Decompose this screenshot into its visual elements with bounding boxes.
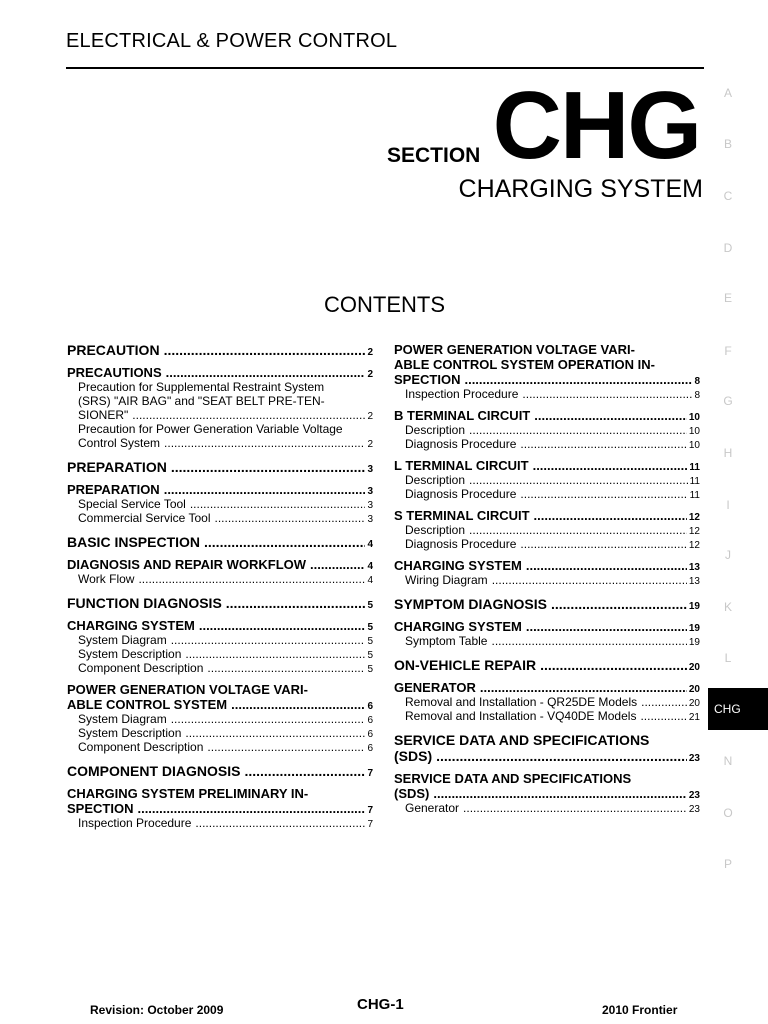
section-label: SECTION [387, 144, 481, 167]
toc-entry[interactable] [67, 380, 373, 422]
toc-entry-page: 11 [689, 476, 700, 487]
toc-entry-page: 13 [688, 562, 700, 573]
header-rule [66, 67, 704, 69]
toc-entry-title: Component Description [78, 740, 204, 754]
toc-entry[interactable] [394, 387, 700, 401]
toc-entry-title: ON-VEHICLE REPAIR [394, 657, 537, 673]
toc-entry[interactable] [67, 422, 373, 450]
toc-entry-title: L TERMINAL CIRCUIT [394, 458, 529, 473]
toc-entry-page: 3 [367, 500, 373, 511]
toc-entry-page: 23 [688, 753, 700, 764]
toc-entry[interactable] [67, 763, 373, 779]
toc-entry-title: System Diagram [78, 633, 167, 647]
dot-leader [534, 408, 687, 423]
toc-entry[interactable] [394, 771, 700, 801]
toc-entry-title: Inspection Procedure [78, 816, 192, 830]
section-tab-k[interactable]: K [723, 600, 732, 614]
dot-leader [310, 557, 365, 572]
dot-leader [640, 709, 686, 723]
toc-entry-page: 3 [367, 486, 373, 497]
dot-leader [469, 423, 687, 437]
toc-entry[interactable] [394, 523, 700, 537]
toc-entry-page: 20 [688, 684, 700, 695]
toc-entry-title: Symptom Table [405, 634, 488, 648]
dot-leader [199, 618, 366, 633]
dot-leader [526, 558, 687, 573]
toc-entry-page: 23 [688, 804, 700, 815]
section-tab-p[interactable]: P [723, 857, 732, 871]
toc-entry-page: 6 [367, 729, 373, 740]
toc-entry-page: 21 [688, 712, 700, 723]
toc-entry[interactable] [394, 657, 700, 673]
toc-entry-title-line: SERVICE DATA AND SPECIFICATIONS [394, 732, 650, 748]
section-tab-c[interactable]: C [723, 189, 733, 203]
toc-entry-page: 3 [367, 514, 373, 525]
toc-entry-page: 5 [367, 650, 373, 661]
toc-entry-title: ABLE CONTROL SYSTEM [67, 697, 228, 712]
toc-entry-page: 20 [688, 698, 700, 709]
toc-entry-page: 11 [689, 490, 700, 501]
toc-entry[interactable] [67, 511, 373, 525]
toc-entry-title: Component Description [78, 661, 204, 675]
toc-entry-title: PREPARATION [67, 482, 160, 497]
section-tab-e[interactable]: E [723, 291, 732, 305]
dot-leader [520, 487, 687, 501]
section-tab-a[interactable]: A [723, 86, 732, 100]
toc-entry-page: 5 [367, 600, 373, 611]
section-tab-l[interactable]: L [724, 651, 732, 665]
toc-entry[interactable] [394, 596, 700, 612]
dot-leader [207, 661, 365, 675]
dot-leader [137, 801, 365, 816]
section-tab-f[interactable]: F [724, 344, 732, 358]
toc-entry-page: 2 [367, 369, 373, 380]
toc-entry-title-line: Precaution for Supplemental Restraint System [78, 380, 325, 394]
dot-leader [469, 523, 687, 537]
toc-right-column [394, 342, 700, 815]
toc-entry[interactable] [394, 423, 700, 437]
toc-entry-title: GENERATOR [394, 680, 476, 695]
dot-leader [164, 482, 366, 497]
footer-model: 2010 Frontier [602, 1003, 678, 1017]
toc-entry-title: Diagnosis Procedure [405, 437, 517, 451]
toc-entry[interactable] [67, 633, 373, 647]
toc-entry[interactable] [394, 473, 700, 487]
manual-header-title: ELECTRICAL & POWER CONTROL [66, 30, 398, 52]
toc-entry-title: Special Service Tool [78, 497, 186, 511]
section-tab-chg-active[interactable]: CHG [708, 688, 768, 730]
toc-entry-page: 8 [694, 376, 700, 387]
footer-page-number: CHG-1 [357, 996, 404, 1013]
toc-entry-page: 6 [367, 715, 373, 726]
footer-revision: Revision: October 2009 [90, 1003, 224, 1017]
toc-entry[interactable] [394, 408, 700, 423]
toc-entry-title-line: POWER GENERATION VOLTAGE VARI- [394, 342, 635, 357]
toc-entry-title: SIONER" [78, 408, 129, 422]
toc-entry[interactable] [67, 534, 373, 550]
section-code: CHG [492, 72, 700, 179]
dot-leader [480, 680, 687, 695]
toc-entry[interactable] [67, 726, 373, 740]
toc-entry[interactable] [394, 573, 700, 587]
toc-entry[interactable] [67, 482, 373, 497]
toc-entry-title: Wiring Diagram [405, 573, 488, 587]
toc-entry-title: CHARGING SYSTEM [394, 619, 522, 634]
dot-leader [171, 459, 366, 475]
dot-leader [469, 473, 688, 487]
toc-entry-title: Diagnosis Procedure [405, 487, 517, 501]
dot-leader [132, 408, 365, 422]
toc-entry-title: Removal and Installation - VQ40DE Models [405, 709, 637, 723]
toc-entry-page: 5 [367, 622, 373, 633]
toc-entry-title: CHARGING SYSTEM [394, 558, 522, 573]
dot-leader [207, 740, 365, 754]
toc-entry[interactable] [394, 437, 700, 451]
dot-leader [244, 763, 365, 779]
toc-entry-page: 4 [367, 539, 373, 550]
toc-entry-title: Control System [78, 436, 161, 450]
dot-leader [138, 572, 365, 586]
section-tab-g[interactable]: G [723, 394, 733, 408]
toc-entry-title: System Description [78, 647, 182, 661]
dot-leader [492, 573, 687, 587]
toc-entry-title: PRECAUTION [67, 342, 160, 358]
toc-entry-title: SPECTION [67, 801, 134, 816]
toc-entry-page: 7 [367, 768, 373, 779]
toc-entry-title-line: CHARGING SYSTEM PRELIMINARY IN- [67, 786, 309, 801]
toc-entry[interactable] [394, 801, 700, 815]
toc-entry-page: 6 [367, 701, 373, 712]
toc-entry-page: 2 [367, 347, 373, 358]
dot-leader [533, 458, 688, 473]
dot-leader [520, 537, 686, 551]
dot-leader [463, 801, 687, 815]
dot-leader [190, 497, 366, 511]
section-tab-n[interactable]: N [723, 754, 733, 768]
dot-leader [195, 816, 365, 830]
contents-title: CONTENTS [324, 292, 445, 317]
toc-entry-page: 10 [688, 426, 700, 437]
toc-entry[interactable] [394, 619, 700, 634]
toc-entry[interactable] [67, 682, 373, 712]
toc-entry-page: 6 [367, 743, 373, 754]
toc-entry-page: 4 [367, 561, 373, 572]
toc-entry-page: 10 [688, 440, 700, 451]
toc-entry[interactable] [394, 695, 700, 709]
toc-entry[interactable] [67, 595, 373, 611]
toc-entry-title-line: ABLE CONTROL SYSTEM OPERATION IN- [394, 357, 655, 372]
toc-entry-page: 7 [367, 805, 373, 816]
toc-entry[interactable] [67, 740, 373, 754]
toc-entry-title: Generator [405, 801, 460, 815]
toc-entry-page: 10 [688, 412, 700, 423]
section-tab-j[interactable]: J [725, 548, 731, 562]
toc-entry-page: 5 [367, 664, 373, 675]
toc-entry-page: 20 [688, 662, 700, 673]
toc-entry-title: PREPARATION [67, 459, 167, 475]
toc-entry[interactable] [394, 732, 700, 764]
toc-entry[interactable] [394, 342, 700, 387]
dot-leader [164, 436, 365, 450]
toc-entry-title: Description [405, 473, 466, 487]
toc-entry-page: 2 [367, 411, 373, 422]
dot-leader [433, 786, 686, 801]
toc-entry-page: 12 [688, 512, 700, 523]
toc-entry-page: 12 [688, 526, 700, 537]
toc-entry-title: Description [405, 423, 466, 437]
section-tab-i[interactable]: I [726, 498, 730, 512]
dot-leader [204, 534, 365, 550]
toc-entry-title: Diagnosis Procedure [405, 537, 517, 551]
toc-entry-page: 5 [367, 636, 373, 647]
toc-entry[interactable] [394, 537, 700, 551]
toc-entry[interactable] [67, 712, 373, 726]
toc-entry-page: 3 [367, 464, 373, 475]
toc-entry-title: System Diagram [78, 712, 167, 726]
toc-entry-page: 2 [367, 439, 373, 450]
toc-entry[interactable] [67, 816, 373, 830]
toc-entry[interactable] [67, 497, 373, 511]
section-tab-b[interactable]: B [723, 137, 732, 151]
toc-entry-title: (SDS) [394, 748, 433, 764]
toc-entry[interactable] [67, 618, 373, 633]
dot-leader [540, 657, 687, 673]
dot-leader [464, 372, 692, 387]
toc-entry[interactable] [394, 680, 700, 695]
toc-entry[interactable] [394, 634, 700, 648]
toc-entry-title: Work Flow [78, 572, 135, 586]
toc-entry-title: FUNCTION DIAGNOSIS [67, 595, 222, 611]
dot-leader [491, 634, 686, 648]
toc-entry-page: 7 [367, 819, 373, 830]
toc-entry-page: 19 [688, 623, 700, 634]
toc-entry[interactable] [394, 508, 700, 523]
toc-entry[interactable] [67, 661, 373, 675]
toc-entry[interactable] [394, 487, 700, 501]
dot-leader [526, 619, 687, 634]
toc-entry[interactable] [67, 572, 373, 586]
toc-entry[interactable] [67, 557, 373, 572]
section-tab-h[interactable]: H [723, 446, 733, 460]
dot-leader [185, 647, 365, 661]
toc-entry-page: 23 [688, 790, 700, 801]
section-tab-d[interactable]: D [723, 241, 733, 255]
dot-leader [520, 437, 686, 451]
toc-entry-title: COMPONENT DIAGNOSIS [67, 763, 241, 779]
toc-entry-page: 4 [367, 575, 373, 586]
toc-entry[interactable] [67, 365, 373, 380]
toc-entry-page: 19 [688, 637, 700, 648]
dot-leader [436, 748, 687, 764]
toc-entry-page: 13 [688, 576, 700, 587]
toc-entry-title-line: Precaution for Power Generation Variable Voltage [78, 422, 343, 436]
toc-entry-title: Commercial Service Tool [78, 511, 211, 525]
toc-entry-title: PRECAUTIONS [67, 365, 162, 380]
toc-entry[interactable] [394, 558, 700, 573]
dot-leader [522, 387, 692, 401]
dot-leader [166, 365, 366, 380]
toc-entry-title: BASIC INSPECTION [67, 534, 201, 550]
toc-entry-title-line: SERVICE DATA AND SPECIFICATIONS [394, 771, 632, 786]
toc-entry[interactable] [67, 786, 373, 816]
toc-entry-title: (SDS) [394, 786, 430, 801]
dot-leader [551, 596, 687, 612]
toc-entry-title: CHARGING SYSTEM [67, 618, 195, 633]
section-tab-o[interactable]: O [723, 806, 733, 820]
toc-entry[interactable] [67, 459, 373, 475]
toc-entry-title: System Description [78, 726, 182, 740]
toc-left-column [67, 342, 373, 830]
toc-entry-title: SPECTION [394, 372, 461, 387]
toc-entry-title: DIAGNOSIS AND REPAIR WORKFLOW [67, 557, 307, 572]
toc-entry-title: Removal and Installation - QR25DE Models [405, 695, 638, 709]
toc-entry-page: 19 [688, 601, 700, 612]
dot-leader [226, 595, 366, 611]
dot-leader [534, 508, 687, 523]
dot-leader [641, 695, 687, 709]
dot-leader [171, 633, 366, 647]
toc-entry[interactable] [67, 647, 373, 661]
toc-entry[interactable] [394, 458, 700, 473]
dot-leader [164, 342, 366, 358]
toc-entry-page: 8 [694, 390, 700, 401]
toc-entry-title-line: (SRS) "AIR BAG" and "SEAT BELT PRE-TEN- [78, 394, 325, 408]
toc-entry[interactable] [67, 342, 373, 358]
toc-entry-title-line: POWER GENERATION VOLTAGE VARI- [67, 682, 308, 697]
toc-entry-title: SYMPTOM DIAGNOSIS [394, 596, 547, 612]
toc-entry-page: 11 [689, 462, 700, 473]
toc-entry-title: S TERMINAL CIRCUIT [394, 508, 530, 523]
dot-leader [185, 726, 365, 740]
toc-entry-title: Inspection Procedure [405, 387, 519, 401]
section-name: CHARGING SYSTEM [458, 175, 703, 203]
dot-leader [231, 697, 365, 712]
dot-leader [171, 712, 366, 726]
dot-leader [215, 511, 366, 525]
toc-entry-page: 12 [688, 540, 700, 551]
toc-entry[interactable] [394, 709, 700, 723]
toc-entry-title: B TERMINAL CIRCUIT [394, 408, 531, 423]
toc-entry-title: Description [405, 523, 466, 537]
